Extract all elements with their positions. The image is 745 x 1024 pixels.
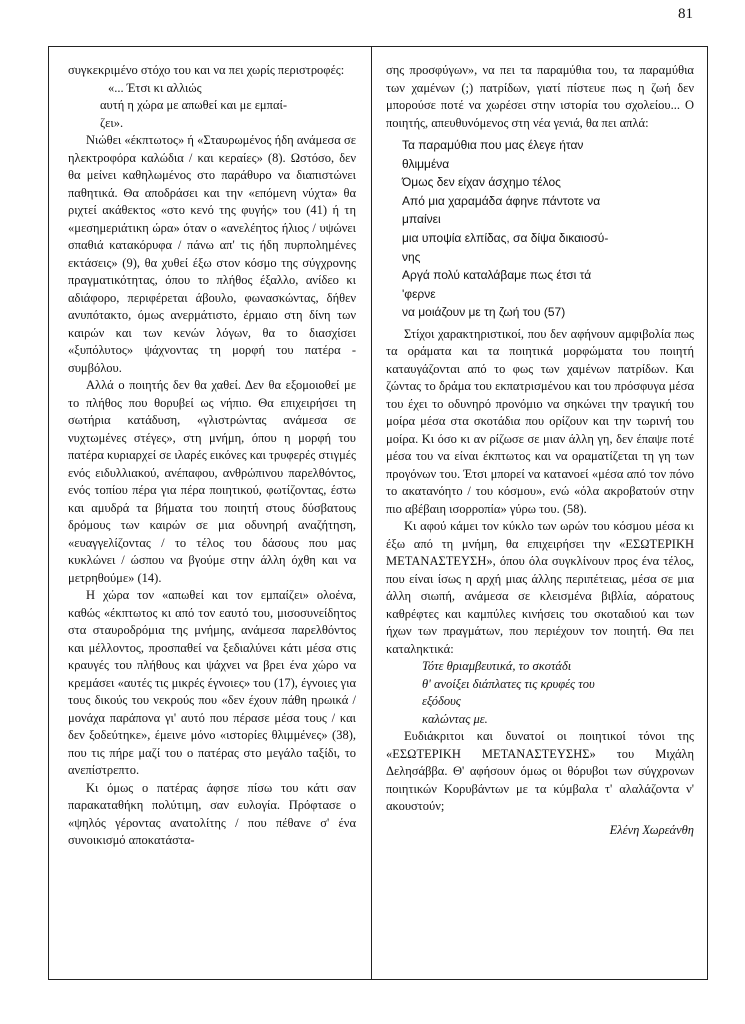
poem-excerpt xyxy=(386,136,694,322)
left-quote xyxy=(68,80,356,133)
left-paragraph-3: Αλλά ο ποιητής δεν θα χαθεί. Δεν θα εξομοιοθεί με το πλήθος που θορυβεί ως νήπιο. Θα επιχειρήσει τη σωτήρια κατάδυση, «γλιστρώντας ανάμεσα σε νυχτωμένες στέγες», στη μνήμη, όπου η μορφή του πατέρα κυριαρχεί σε ιλαρές εικόνες και τρυφερές στιγμές ενός ειδυλλιακού, ανέπαφου, ανθρώπινου παρελθόντος, ενός τοπίου πέρα για πέρα ποιητικού, φωτίζοντας, έστω και αμυδρά τα βήματα του ποιητή στους δύσβατους δρόμους των καιρών σε μια οδυνηρή αναζήτηση, «ευαγγελίζοντας / το τέλος του δάσους που μας κυκλώνει / ώσπου να βγούμε στην άλλη όχθη και να μετρηθούμε» (14). xyxy=(68,378,356,585)
italic-verse xyxy=(386,658,694,728)
quote-line: «... Έτσι κι αλλιώς xyxy=(108,80,202,95)
right-paragraph-1: σης προσφύγων», να πει τα παραμύθια του, τα παραμύθια των χαμένων (;) πατρίδων, γιατί πίστευε πως η ζωή δεν μπορούσε ποτέ να χωρέσει στην ιστορία του σχολείου... Ο ποιητής, απευθυνόμενος στη νέα γενιά, θα πει απλά: xyxy=(386,63,694,130)
left-paragraph-4: Η χώρα τον «απωθεί και τον εμπαίζει» ολοένα, καθώς «έκπτωτος κι από τον εαυτό του, μισοσυνείδητος στα σταυροδρόμια της μνήμης, ανάμεσα παρελθόντος και μέλλοντος, προσπαθεί να ξεδιαλύνει κάτι μέσα στις κραυγές του πλήθους και ψάχνει να βρει ένα χώρο να κρεμάσει «αυτές τις μικρές έγνοιες» του (17), έγνοιες για τους δικούς του νεκρούς που «δεν έχουν πάθη ηρωικά / μονάχα παράπονα γι' αυτό που πέρασε μέσα τους / και δεν ξοδεύτηκε», έμεινε μόνο «ιστορίες θλιμμένες» (38), που τις πήρε μαζί του ο πατέρας στο μεγάλο ταξίδι, το ανεπίστρεπτο. xyxy=(68,588,356,777)
poem-line: μια υποψία ελπίδας, σα δίψα δικαιοσύ- xyxy=(402,230,609,245)
column-divider xyxy=(371,46,372,980)
poem-line: Αργά πολύ καταλάβαμε πως έτσι τά xyxy=(402,268,592,283)
left-column xyxy=(68,62,356,850)
verse-line: καλώντας με. xyxy=(422,711,488,726)
quote-line: αυτή η χώρα με απωθεί και με εμπαί- xyxy=(100,98,288,112)
poem-line: θλιμμένα xyxy=(402,156,450,171)
right-column xyxy=(386,62,694,839)
poem-line: να μοιάζουν με τη ζωή του (57) xyxy=(402,305,566,320)
poem-line: 'φερνε xyxy=(402,286,436,301)
right-paragraph-4: Ευδιάκριτοι και δυνατοί οι ποιητικοί τόνοι της «ΕΣΩΤΕΡΙΚΗ ΜΕΤΑΝΑΣΤΕΥΣΗΣ» του Μιχάλη Δελησάββα. Θ' αφήσουν όμως οι θόρυβοι των σύγχρονων ποιητικών Κορυβάντων με τα κύμβαλα τ' αλαλάζοντα ν' ακουστούν; xyxy=(386,729,694,814)
author-signature: Ελένη Χωρεάνθη xyxy=(609,822,694,837)
left-paragraph-2: Νιώθει «έκπτωτος» ή «Σταυρωμένος ήδη ανάμεσα σε ηλεκτροφόρα καλώδια / και κεραίες» (8). Ωστόσο, δεν θα μείνει καθηλωμένος στο παράθυρο να διαπιστώνει παθητικά. Θα αποδράσει και την «επόμενη νύχτα» θα ριχτεί ακάθεκτος «στο κενό της φυγής» του (41) ή τη «μεσημεριάτικη ώρα» όταν ο «ανελέητος ήλιος / υψώνει σπαθιά κατακόρυφα / πάνω απ' τις ήδη πυρπολημένες εκτάσεις» (9), θα χυθεί έξω στον κόσμο της σύγχρονης πραγματικότητας, όπου το πλήθος έξαλλο, ανίδεο κι αδιάφορο, περιφέρεται άβουλο, φωνασκώντας, δήθεν ανυπότακτο, όμως ανερμάτιστο, έρμαιο στη δίνη των καιρών και των κενών λόγων, θα το διασχίσει «ξυπόλυτος» ψάχνοντας τη μορφή του πατέρα - συμβόλου. xyxy=(68,133,356,375)
poem-line: μπαίνει xyxy=(402,212,441,227)
right-paragraph-3: Κι αφού κάμει τον κύκλο των ωρών του κόσμου μέσα κι έξω από τη μνήμη, θα επιχειρήσει την «ΕΣΩΤΕΡΙΚΗ ΜΕΤΑΝΑΣΤΕΥΣΗ», όπου όλα συγκλίνουν προς ένα τέλος, που είναι ίσως η αρχή μιας άλλης περιπέτειας, μέσα σε μια άλλη σιωπή, ανάμεσα σε κλεισμένα βιβλία, αόρατους καθρέφτες και καμπύλες κινήσεις του σκοταδιού και των ήχων των πραγμάτων, που περιέχουν τον ποιητή. Θα πει καταληκτικά: xyxy=(386,519,694,656)
page-number: 81 xyxy=(678,6,693,22)
verse-line: εξόδους xyxy=(422,694,461,709)
poem-line: νης xyxy=(402,249,421,264)
quote-line: ζει». xyxy=(100,115,124,130)
verse-line: θ' ανοίξει διάπλατες τις κρυφές του xyxy=(422,676,595,691)
left-paragraph-5: Κι όμως ο πατέρας άφησε πίσω του κάτι σαν παρακαταθήκη πολύτιμη, σαν ευλογία. Πρόφτασε ο «ψηλός γέροντας ανατολίτης / που πέθανε σ' ένα συνοικισμό αποκατάστα- xyxy=(68,780,356,847)
poem-line: Όμως δεν είχαν άσχημο τέλος xyxy=(402,175,561,190)
right-paragraph-2: Στίχοι χαρακτηριστικοί, που δεν αφήνουν αμφιβολία πως τα οράματα και τα ποιητικά μορφώματα του ποιητή καταυγάζονται από το φως των χαμένων πατρίδων. Και ζώντας το δράμα του εκπατρισμένου και του πρόσφυγα μέσα του έχει το οδυνηρό προνόμιο να σηκώνει την τραγική του μοίρα μέσα στα σκοτάδια που ορίζουν και την τωρινή του μοίρα. Κι όσο κι αν ρίζωσε σε μιαν άλλη γη, δεν έπαψε ποτέ μέσα του να είναι έκπτωτος και να οραματίζεται τη γη των προγόνων του. Έτσι μπορεί να κατανοεί «μέσα από τον πόνο το ακατανόητο / του κόσμου», ενώ «όλα ακροβατούν στην πιο αβέβαιη ισορροπία» γύρω του. (58). xyxy=(386,326,694,516)
verse-line: Τότε θριαμβευτικά, το σκοτάδι xyxy=(422,659,572,674)
poem-line: Τα παραμύθια που μας έλεγε ήταν xyxy=(402,138,584,152)
left-paragraph-1: συγκεκριμένο στόχο του και να πει χωρίς περιστροφές: xyxy=(68,63,345,77)
poem-line: Από μια χαραμάδα άφηνε πάντοτε να xyxy=(402,193,601,208)
